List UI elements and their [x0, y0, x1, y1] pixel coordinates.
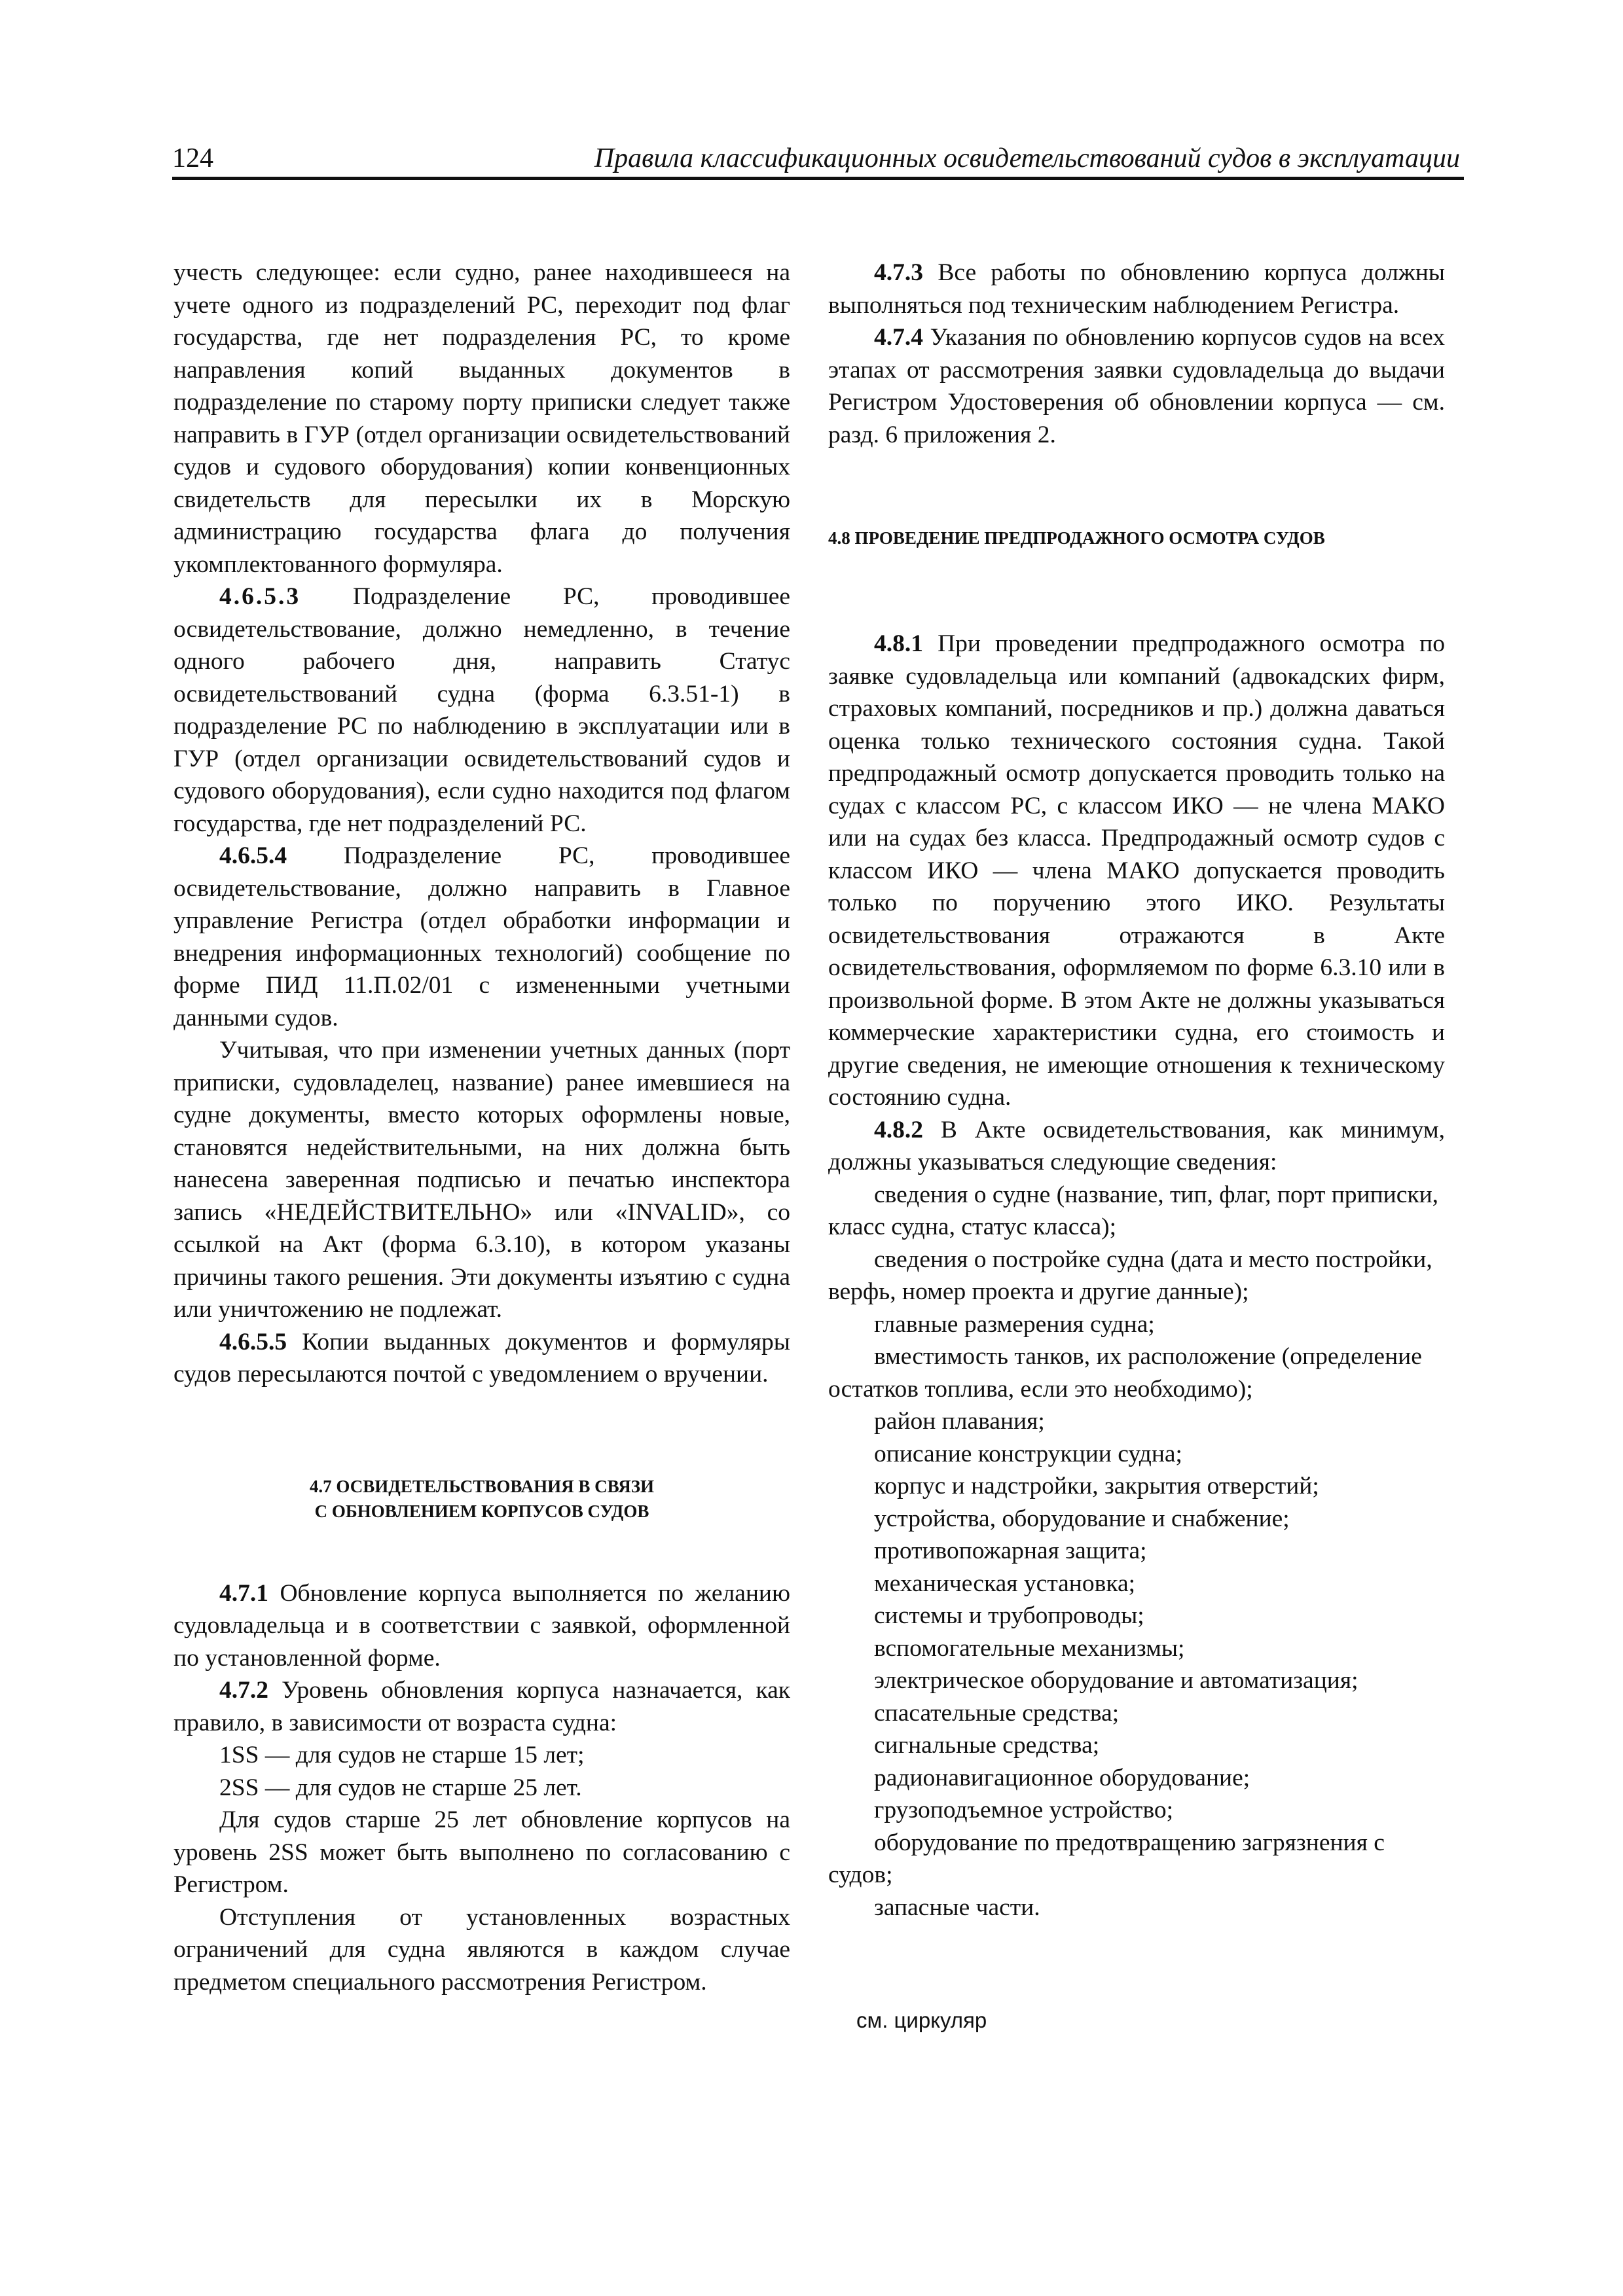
clause-number: 4.7.3: [874, 259, 923, 286]
list-item: сведения о судне (название, тип, флаг, порт приписки, класс судна, статус класса);: [828, 1181, 1439, 1240]
clause-text: Указания по обновлению корпусов судов на всех этапах от рассмотрения заявки судовладельца до выдачи Регистром Удостоверения об обновлении корпуса — см. разд. 6 приложения 2.: [828, 324, 1445, 448]
section-heading-4-8: 4.8 ПРОВЕДЕНИЕ ПРЕДПРОДАЖНОГО ОСМОТРА СУДОВ: [828, 528, 1325, 548]
clause-number: 4.7.4: [874, 324, 923, 351]
header-rule: [172, 177, 1464, 180]
clause-number: 4.6.5.5: [219, 1328, 287, 1355]
clause-number: 4.6.5.4: [219, 842, 287, 869]
paragraph-4-7-1: [173, 1577, 790, 1675]
list-item: противопожарная защита;: [874, 1537, 1147, 1564]
clause-text: Копии выданных документов и формуляры судов пересылаются почтой с уведомлением о вручении.: [173, 1328, 790, 1388]
list-item: запасные части.: [874, 1893, 1040, 1921]
right-column: [828, 257, 1445, 1924]
list-item: сигнальные средства;: [874, 1732, 1100, 1759]
section-heading-line: 4.7 ОСВИДЕТЕЛЬСТВОВАНИЯ В СВЯЗИ: [309, 1476, 655, 1496]
paragraph-4-6-5-4: [173, 840, 790, 1034]
running-title: Правила классификационных освидетельствований судов в эксплуатации: [594, 143, 1460, 173]
paragraph-invalid-records: Учитывая, что при изменении учетных данных (порт приписки, судовладелец, название) ранее имевшиеся на судне документы, вместо которых оформлены новые, становятся недействительными, на них должна быть нанесена заверенная подписью и печатью инспектора запись «НЕДЕЙСТВИТЕЛЬНО» или «INVALID», со ссылкой на Акт (форма 6.3.10), в котором указаны причины такого решения. Эти документы изъятию с судна или уничтожению не подлежат.: [173, 1037, 790, 1323]
page-number: 124: [172, 143, 213, 173]
clause-text: В Акте освидетельствования, как минимум, должны указываться следующие сведения:: [828, 1116, 1445, 1175]
list-item: описание конструкции судна;: [874, 1440, 1182, 1467]
list-item: сведения о постройке судна (дата и место постройки, верфь, номер проекта и другие данные);: [828, 1246, 1432, 1305]
clause-text: Уровень обновления корпуса назначается, как правило, в зависимости от возраста судна:: [173, 1677, 790, 1736]
age-limit-2ss: 2SS — для судов не старше 25 лет.: [219, 1774, 582, 1801]
paragraph-deviations: Отступления от установленных возрастных ограничений для судна являются в каждом случае предметом специального рассмотрения Регистром.: [173, 1903, 790, 1996]
list-item: радионавигационное оборудование;: [874, 1764, 1250, 1791]
list-item: грузоподъемное устройство;: [874, 1797, 1174, 1823]
clause-text: Все работы по обновлению корпуса должны выполняться под техническим наблюдением Регистра.: [828, 259, 1445, 319]
paragraph-4-7-4: [828, 321, 1445, 451]
clause-text: Обновление корпуса выполняется по желанию судовладельца и в соответствии с заявкой, оформленной по установленной форме.: [173, 1579, 790, 1672]
paragraph-4-6-5-3: [173, 581, 790, 840]
list-item: системы и трубопроводы;: [874, 1602, 1144, 1629]
list-item: механическая установка;: [874, 1570, 1136, 1597]
list-item: электрическое оборудование и автоматизация;: [874, 1667, 1359, 1694]
paragraph-4-8-2: [828, 1114, 1445, 1179]
paragraph-older-ships: Для судов старше 25 лет обновление корпусов на уровень 2SS может быть выполнено по согласованию с Регистром.: [173, 1806, 790, 1898]
clause-text: Подразделение РС, проводившее освидетельствование, должно немедленно, в течение одного рабочего дня, направить Статус освидетельствований судна (форма 6.3.51-1) в подразделение РС по наблюдению в эксплуатации или в ГУР (отдел организации освидетельствований судов и судового оборудования), если судно находится под флагом государства, где нет подразделений РС.: [173, 583, 790, 837]
list-item: устройства, оборудование и снабжение;: [874, 1505, 1290, 1532]
left-column: [173, 257, 790, 1998]
list-item: район плавания;: [874, 1408, 1045, 1435]
list-item: спасательные средства;: [874, 1699, 1120, 1727]
age-limit-1ss: 1SS — для судов не старше 15 лет;: [219, 1742, 585, 1768]
clause-number: 4.8.1: [874, 630, 923, 657]
paragraph-4-8-1: [828, 628, 1445, 1114]
list-item: оборудование по предотвращению загрязнения с судов;: [828, 1829, 1385, 1888]
list-item: вспомогательные механизмы;: [874, 1634, 1185, 1662]
paragraph-4-7-2: [173, 1674, 790, 1739]
clause-number: 4.7.2: [219, 1677, 268, 1704]
paragraph-4-6-5-5: [173, 1326, 790, 1391]
section-heading-line: С ОБНОВЛЕНИЕМ КОРПУСОВ СУДОВ: [314, 1501, 649, 1521]
circular-note: см. циркуляр: [856, 2008, 987, 2032]
list-item: корпус и надстройки, закрытия отверстий;: [874, 1473, 1319, 1499]
clause-number: 4.7.1: [219, 1579, 268, 1607]
paragraph-4-7-3: [828, 257, 1445, 321]
clause-number: 4.8.2: [874, 1116, 923, 1143]
list-item: главные размерения судна;: [874, 1310, 1155, 1338]
clause-text: При проведении предпродажного осмотра по заявке судовладельца или компаний (адвокадских фирм, страховых компаний, посредников и пр.) должна даваться оценка только технического состояния судна. Такой предпродажный осмотр допускается проводить только на судах с классом РС, с классом ИКО — не члена МАКО или на судах без класса. Предпродажный осмотр судов с классом ИКО — члена МАКО допускается проводить только по поручению этого ИКО. Результаты освидетельствования отражаются в Акте освидетельствования, оформляемом по форме 6.3.10 или в произвольной форме. В этом Акте не должны указываться коммерческие характеристики судна, его стоимость и другие сведения, не имеющие отношения к техническому состоянию судна.: [828, 630, 1445, 1111]
paragraph-intro: учесть следующее: если судно, ранее находившееся на учете одного из подразделений РС, переходит под флаг государства, где нет подразделения РС, то кроме направления копий выданных документов в подразделение по старому порту приписки следует также направить в ГУР (отдел организации освидетельствований судов и судового оборудования) копии конвенционных свидетельств для пересылки их в Морскую администрацию государства флага до получения укомплектованного формуляра.: [173, 259, 790, 578]
clause-text: Подразделение РС, проводившее освидетельствование, должно направить в Главное управление Регистра (отдел обработки информации и внедрения информационных технологий) сообщение по форме ПИД 11.П.02/01 с измененными учетными данными судов.: [173, 842, 790, 1031]
list-item: вместимость танков, их расположение (определение остатков топлива, если это необходимо);: [828, 1343, 1422, 1403]
clause-number: 4.6.5.3: [219, 583, 301, 610]
section-heading-4-7: [173, 1474, 790, 1524]
